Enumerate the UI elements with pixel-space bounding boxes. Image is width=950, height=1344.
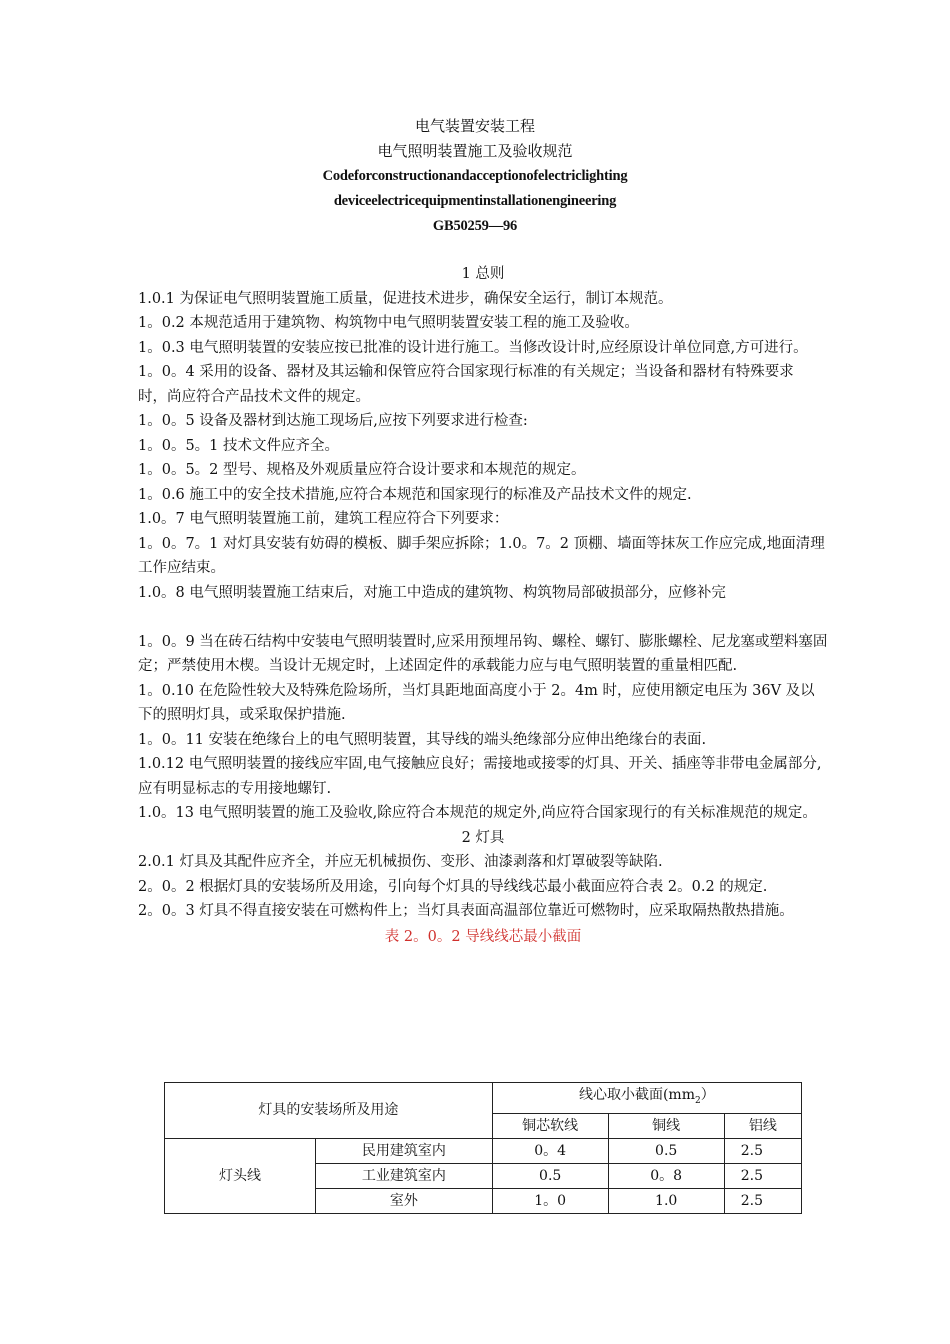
paragraph: 1.0。7 电气照明装置施工前，建筑工程应符合下列要求： — [138, 511, 509, 527]
table-header-group — [492, 1083, 801, 1114]
table-header-group-sub: 2 — [694, 1095, 701, 1106]
paragraph: 1。0。5。2 型号、规格及外观质量应符合设计要求和本规范的规定。 — [138, 462, 586, 478]
standard-code: GB50259—96 — [432, 218, 518, 234]
table-cell: 0.5 — [492, 1163, 608, 1188]
table-caption: 表 2。0。2 导线线芯最小截面 — [384, 928, 582, 945]
paragraph: 1。0.2 本规范适用于建筑物、构筑物中电气照明装置安装工程的施工及验收。 — [138, 315, 639, 331]
table-header-group-text: 线心取小截面(mm — [578, 1087, 695, 1103]
blank-line — [138, 605, 828, 630]
table-header-col: 铝线 — [724, 1113, 801, 1138]
table-cell: 2.5 — [724, 1138, 801, 1163]
title-line-2: 电气照明装置施工及验收规范 — [377, 142, 573, 160]
paragraph: 1。0。4 采用的设备、器材及其运输和保管应符合国家现行标准的有关规定；当设备和器材有特殊要求时，尚应符合产品技术文件的规定。 — [138, 364, 794, 405]
table-header-usage: 灯具的安装场所及用途 — [165, 1083, 493, 1139]
table-cell: 1.0 — [608, 1188, 724, 1213]
paragraph: 1。0.3 电气照明装置的安装应按已批准的设计进行施工。当修改设计时,应经原设计单位同意,方可进行。 — [138, 339, 808, 356]
table-cell-place: 工业建筑室内 — [316, 1163, 493, 1188]
title-line-1: 电气装置安装工程 — [414, 117, 535, 135]
table-row — [165, 1138, 802, 1163]
table-header-col: 铜线 — [608, 1113, 724, 1138]
title-english-2: deviceelectricequipmentinstallationengineering — [333, 193, 617, 209]
paragraph: 1。0.10 在危险性较大及特殊危险场所，当灯具距地面高度小于 2。4m 时，应使用额定电压为 36V 及以下的照明灯具，或采取保护措施. — [138, 682, 815, 723]
table-cell: 2.5 — [724, 1163, 801, 1188]
wire-section-table — [164, 1082, 802, 1214]
paragraph: 1.0。13 电气照明装置的施工及验收,除应符合本规范的规定外,尚应符合国家现行的有关标准规范的规定。 — [138, 805, 817, 821]
paragraph: 1。0。7。1 对灯具安装有妨碍的模板、脚手架应拆除；1.0。7。2 顶棚、墙面等抹灰工作应完成,地面清理工作应结束。 — [138, 535, 825, 576]
paragraph: 1.0.1 为保证电气照明装置施工质量，促进技术进步，确保安全运行，制订本规范。 — [138, 290, 673, 307]
paragraph: 1.0.12 电气照明装置的接线应牢固,电气接触应良好；需接地或接零的灯具、开关、插座等非带电金属部分,应有明显标志的专用接地螺钉. — [138, 756, 822, 797]
section-2-heading: 2 灯具 — [461, 829, 505, 846]
table-cell: 1。0 — [492, 1188, 608, 1213]
table-header-col: 铜芯软线 — [492, 1113, 608, 1138]
paragraph: 1。0。11 安装在绝缘台上的电气照明装置，其导线的端头绝缘部分应伸出绝缘台的表面. — [138, 731, 707, 748]
table-cell: 0。4 — [492, 1138, 608, 1163]
paragraph: 1。0。5 设备及器材到达施工现场后,应按下列要求进行检查: — [138, 413, 528, 429]
table-header-group-end: ） — [700, 1087, 715, 1103]
section-1-heading: 1 总则 — [461, 266, 505, 282]
title-english-1: Codeforconstructionandacceptionofelectriclighting — [322, 168, 628, 184]
body-text — [138, 262, 828, 946]
paragraph: 2。0。3 灯具不得直接安装在可燃构件上；当灯具表面高温部位靠近可燃物时，应采取隔热散热措施。 — [138, 903, 794, 919]
table-cell-place: 民用建筑室内 — [316, 1138, 493, 1163]
table-cell: 2.5 — [724, 1188, 801, 1213]
table-cell-place: 室外 — [316, 1188, 493, 1213]
paragraph: 1。0。5。1 技术文件应齐全。 — [138, 437, 340, 454]
paragraph: 2。0。2 根据灯具的安装场所及用途，引向每个灯具的导线线芯最小截面应符合表 2。0.2 的规定. — [138, 878, 768, 895]
table-group-label: 灯头线 — [165, 1138, 316, 1213]
paragraph: 1。0.6 施工中的安全技术措施,应符合本规范和国家现行的标准及产品技术文件的规定. — [138, 486, 692, 503]
paragraph: 1.0。8 电气照明装置施工结束后，对施工中造成的建筑物、构筑物局部破损部分，应修补完 — [138, 584, 726, 601]
table-cell: 0。8 — [608, 1163, 724, 1188]
paragraph: 2.0.1 灯具及其配件应齐全，并应无机械损伤、变形、油漆剥落和灯罩破裂等缺陷. — [138, 854, 663, 870]
table-cell: 0.5 — [608, 1138, 724, 1163]
title-block — [0, 114, 950, 239]
paragraph: 1。0。9 当在砖石结构中安装电气照明装置时,应采用预埋吊钩、螺栓、螺钉、膨胀螺栓、尼龙塞或塑料塞固定；严禁使用木楔。当设计无规定时，上述固定件的承载能力应与电气照明装置的重量相匹配. — [138, 633, 828, 674]
